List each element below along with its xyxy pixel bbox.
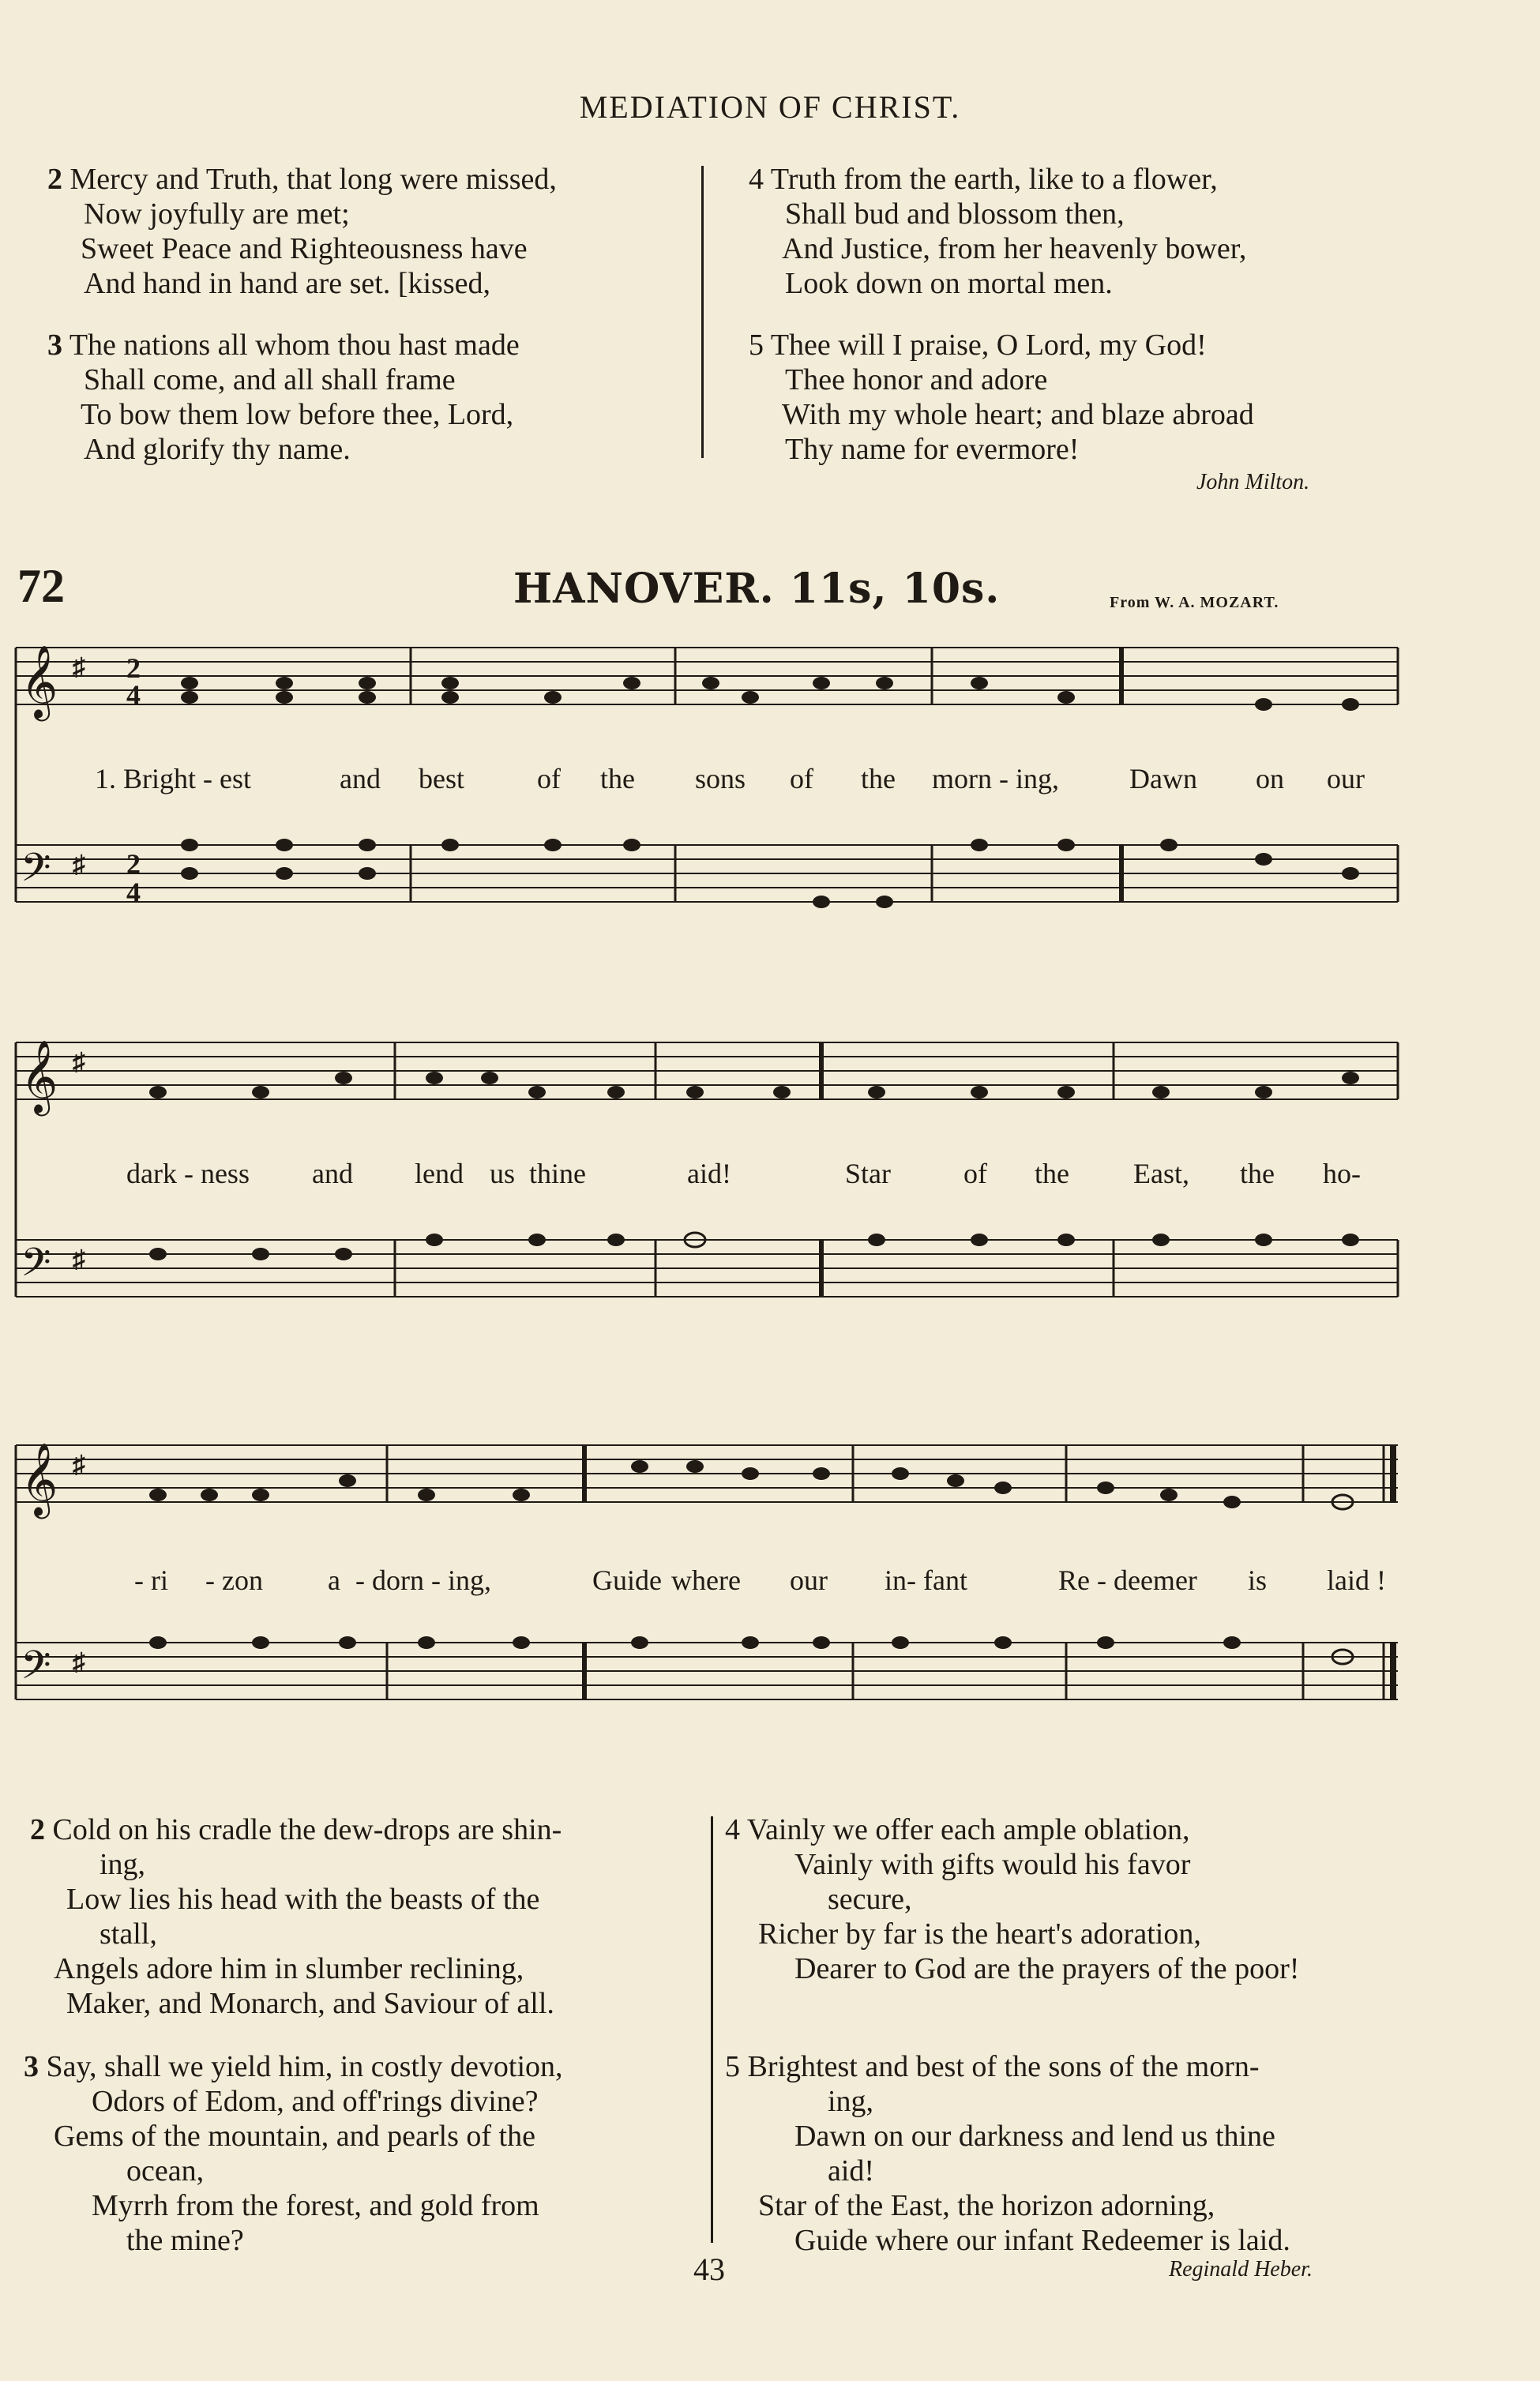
stanza-line: Richer by far is the heart's adoration, bbox=[758, 1917, 1201, 1951]
top-stanza-5 bbox=[749, 328, 1459, 467]
lyric-syllable: of bbox=[537, 763, 561, 794]
top-stanza-3 bbox=[47, 328, 703, 467]
column-divider bbox=[711, 1816, 713, 2243]
stanza-line: Gems of the mountain, and pearls of the bbox=[54, 2120, 535, 2153]
lyric-syllable: lend bbox=[415, 1158, 464, 1189]
sharp-icon: ♯ bbox=[73, 652, 85, 681]
sharp-icon: ♯ bbox=[73, 1047, 85, 1076]
lyric-syllable: aid! bbox=[687, 1158, 731, 1189]
stanza-line: stall, bbox=[100, 1917, 157, 1951]
bottom-stanza-3 bbox=[24, 2049, 703, 2258]
lyric-syllable: - ri bbox=[134, 1564, 168, 1596]
lyric-syllable: on bbox=[1256, 763, 1284, 794]
lyric-syllable: us bbox=[490, 1158, 516, 1189]
stanza-number: 3 bbox=[24, 2050, 39, 2083]
lyric-syllable: of bbox=[790, 763, 813, 794]
lyric-syllable: and bbox=[312, 1158, 353, 1189]
stanza-line: Mercy and Truth, that long were missed, bbox=[69, 163, 557, 196]
top-stanza-2 bbox=[47, 162, 703, 301]
lyric-syllable: the bbox=[1035, 1158, 1069, 1189]
stanza-line: And glorify thy name. bbox=[84, 433, 351, 466]
author-heber: Reginald Heber. bbox=[1169, 2257, 1313, 2281]
stanza-line: Maker, and Monarch, and Saviour of all. bbox=[66, 1987, 554, 2020]
stanza-line: Low lies his head with the beasts of the bbox=[66, 1883, 540, 1916]
lyric-syllable: Dawn bbox=[1129, 763, 1197, 794]
lyric-syllable: ho- bbox=[1323, 1158, 1361, 1189]
bottom-stanza-5 bbox=[725, 2049, 1467, 2258]
lyric-syllable: the bbox=[600, 763, 635, 794]
author-milton: John Milton. bbox=[1196, 470, 1310, 494]
stanza-line: Truth from the earth, like to a flower, bbox=[770, 163, 1218, 196]
stanza-line: Shall come, and all shall frame bbox=[84, 363, 456, 396]
tune-name: HANOVER. 11s, 10s. bbox=[513, 565, 1001, 613]
bass-staff bbox=[16, 845, 1398, 902]
treble-clef-icon: 𝄞 bbox=[21, 1039, 58, 1113]
stanza-line: Look down on mortal men. bbox=[785, 267, 1113, 300]
time-signature: 4 bbox=[126, 679, 141, 711]
stanza-line: Dearer to God are the prayers of the poor! bbox=[794, 1952, 1300, 1985]
stanza-line: Thee honor and adore bbox=[785, 363, 1048, 396]
lyric-syllable: where bbox=[671, 1564, 741, 1596]
treble-clef-icon: 𝄞 bbox=[21, 644, 58, 718]
notes-group bbox=[149, 1460, 1353, 1664]
lyric-syllable: a bbox=[328, 1564, 340, 1596]
stanza-line: Cold on his cradle the dew-drops are shin- bbox=[52, 1813, 562, 1846]
lyric-syllable: is bbox=[1248, 1564, 1268, 1596]
bass-clef-icon: 𝄢 bbox=[21, 845, 51, 900]
stanza-number: 2 bbox=[47, 163, 62, 196]
lyric-line-1 bbox=[0, 762, 1540, 800]
stanza-line: ing, bbox=[100, 1848, 146, 1881]
lyric-syllable: - zon bbox=[205, 1564, 263, 1596]
stanza-line: Say, shall we yield him, in costly devotion, bbox=[46, 2050, 563, 2083]
sharp-icon: ♯ bbox=[73, 1245, 85, 1273]
lyric-syllable: the bbox=[861, 763, 896, 794]
lyric-syllable: the bbox=[1240, 1158, 1275, 1189]
stanza-line: secure, bbox=[828, 1883, 912, 1916]
composer-credit: From W. A. MOZART. bbox=[1110, 594, 1279, 611]
lyric-syllable: - dorn - ing, bbox=[355, 1564, 491, 1596]
time-signature: 2 bbox=[126, 848, 141, 880]
stanza-line: ocean, bbox=[126, 2154, 205, 2188]
lyric-syllable: East, bbox=[1133, 1158, 1189, 1189]
stanza-line: Sweet Peace and Righteousness have bbox=[81, 232, 528, 265]
stanza-line: And Justice, from her heavenly bower, bbox=[782, 232, 1247, 265]
stanza-line: Shall bud and blossom then, bbox=[785, 197, 1125, 231]
bottom-stanza-2 bbox=[30, 1812, 701, 2021]
lyric-line-3 bbox=[0, 1564, 1540, 1602]
lyric-syllable: Star bbox=[845, 1158, 891, 1189]
lyric-syllable: morn - ing, bbox=[932, 763, 1059, 794]
lyric-syllable: thine bbox=[529, 1158, 586, 1189]
time-signature: 4 bbox=[126, 877, 141, 908]
column-divider bbox=[701, 166, 704, 458]
bass-clef-icon: 𝄢 bbox=[21, 1643, 51, 1698]
sharp-icon: ♯ bbox=[73, 850, 85, 878]
lyric-syllable: and bbox=[340, 763, 381, 794]
lyric-syllable: our bbox=[1327, 763, 1365, 794]
hymn-number: 72 bbox=[17, 560, 65, 612]
page-number: 43 bbox=[693, 2251, 725, 2287]
stanza-line: Odors of Edom, and off'rings divine? bbox=[92, 2085, 539, 2118]
lyric-syllable: in- fant bbox=[885, 1564, 967, 1596]
stanza-number: 3 bbox=[47, 329, 62, 362]
page-title: MEDIATION OF CHRIST. bbox=[579, 89, 961, 125]
stanza-number: 2 bbox=[30, 1813, 45, 1846]
bottom-stanza-4 bbox=[725, 1812, 1467, 1986]
stanza-line: ing, bbox=[828, 2085, 874, 2118]
stanza-line: Thee will I praise, O Lord, my God! bbox=[770, 329, 1207, 362]
lyric-line-2 bbox=[0, 1157, 1540, 1195]
stanza-line: With my whole heart; and blaze abroad bbox=[782, 398, 1254, 431]
lyric-syllable: sons bbox=[695, 763, 746, 794]
lyric-syllable: laid ! bbox=[1327, 1564, 1386, 1596]
stanza-number: 5 bbox=[749, 329, 764, 362]
stanza-line: Now joyfully are met; bbox=[84, 197, 350, 231]
stanza-line: aid! bbox=[828, 2154, 875, 2188]
sharp-icon: ♯ bbox=[73, 1647, 85, 1676]
stanza-line: Vainly we offer each ample oblation, bbox=[746, 1813, 1190, 1846]
stanza-line: Dawn on our darkness and lend us thine bbox=[794, 2120, 1275, 2153]
lyric-syllable: 1. Bright - est bbox=[95, 763, 251, 794]
stanza-line: Angels adore him in slumber reclining, bbox=[54, 1952, 524, 1985]
stanza-line: To bow them low before thee, Lord, bbox=[81, 398, 514, 431]
lyric-syllable: our bbox=[790, 1564, 828, 1596]
time-signature: 2 bbox=[126, 652, 141, 684]
top-stanza-4 bbox=[749, 162, 1459, 301]
stanza-number: 4 bbox=[749, 163, 764, 196]
treble-clef-icon: 𝄞 bbox=[21, 1442, 58, 1515]
sharp-icon: ♯ bbox=[73, 1450, 85, 1478]
stanza-number: 5 bbox=[725, 2050, 740, 2083]
lyric-syllable: best bbox=[419, 763, 464, 794]
treble-staff bbox=[16, 648, 1398, 704]
lyric-syllable: dark - ness bbox=[126, 1158, 250, 1189]
stanza-line: Brightest and best of the sons of the morn- bbox=[747, 2050, 1260, 2083]
stanza-line: Vainly with gifts would his favor bbox=[794, 1848, 1191, 1881]
stanza-line: Star of the East, the horizon adorning, bbox=[758, 2189, 1215, 2222]
stanza-line: the mine? bbox=[126, 2224, 244, 2257]
lyric-syllable: Re - deemer bbox=[1058, 1564, 1197, 1596]
bass-clef-icon: 𝄢 bbox=[21, 1240, 51, 1295]
stanza-line: Guide where our infant Redeemer is laid. bbox=[794, 2224, 1290, 2257]
stanza-line: And hand in hand are set. [kissed, bbox=[84, 267, 490, 300]
stanza-number: 4 bbox=[725, 1813, 740, 1846]
stanza-line: Thy name for evermore! bbox=[785, 433, 1080, 466]
lyric-syllable: of bbox=[963, 1158, 987, 1189]
lyric-syllable: Guide bbox=[592, 1564, 662, 1596]
stanza-line: Myrrh from the forest, and gold from bbox=[92, 2189, 539, 2222]
stanza-line: The nations all whom thou hast made bbox=[69, 329, 520, 362]
